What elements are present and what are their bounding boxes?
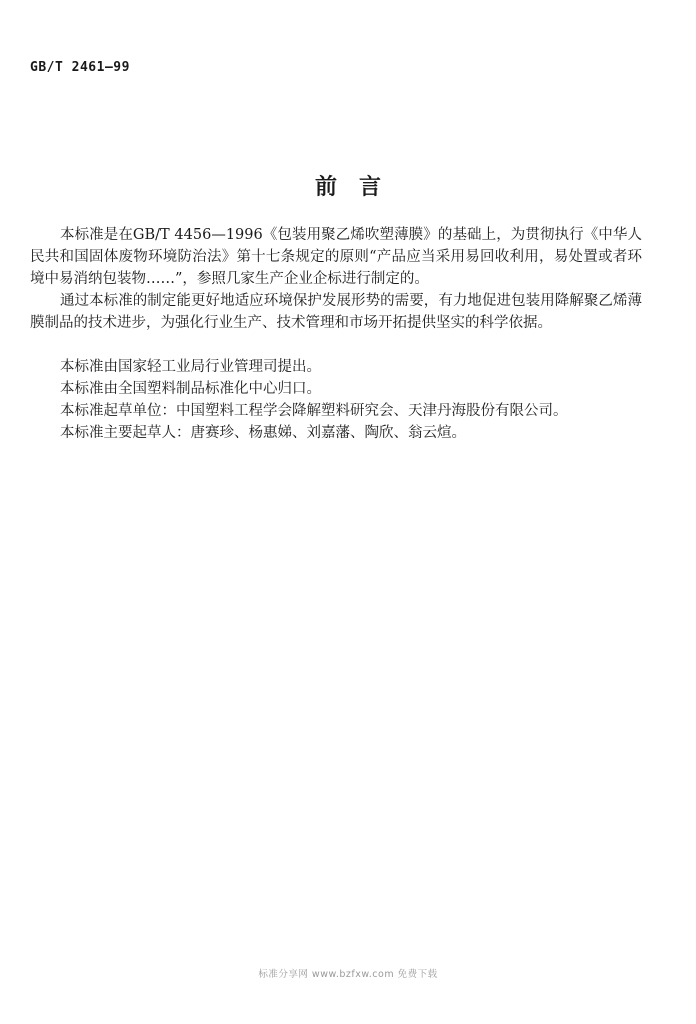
paragraph: 通过本标准的制定能更好地适应环境保护发展形势的需要，有力地促进包装用降解聚乙烯薄膜制品的技术进步，为强化行业生产、技术管理和市场开拓提供坚实的科学依据。 — [30, 293, 642, 331]
paragraph-spacer — [30, 334, 642, 356]
statement-centralized: 本标准由全国塑料制品标准化中心归口。 — [60, 381, 321, 397]
document-body — [30, 224, 642, 444]
statement-drafting-units: 本标准起草单位：中国塑料工程学会降解塑料研究会、天津丹海股份有限公司。 — [60, 403, 568, 419]
standard-code: GB/T 2461—99 — [30, 60, 130, 75]
page-title: 前言 — [314, 175, 403, 200]
statement-proposer: 本标准由国家轻工业局行业管理司提出。 — [60, 359, 321, 375]
statement-drafters: 本标准主要起草人：唐赛珍、杨惠娣、刘嘉藩、陶欣、翁云煊。 — [60, 425, 466, 441]
paragraph: 本标准是在GB/T 4456—1996《包装用聚乙烯吹塑薄膜》的基础上，为贯彻执行《中华人民共和国固体废物环境防治法》第十七条规定的原则“产品应当采用易回收利用，易处置或者环境中易消纳包装物……”，参照几家生产企业企标进行制定的。 — [30, 227, 642, 287]
footer-watermark: 标准分享网 www.bzfxw.com 免费下载 — [258, 969, 438, 980]
